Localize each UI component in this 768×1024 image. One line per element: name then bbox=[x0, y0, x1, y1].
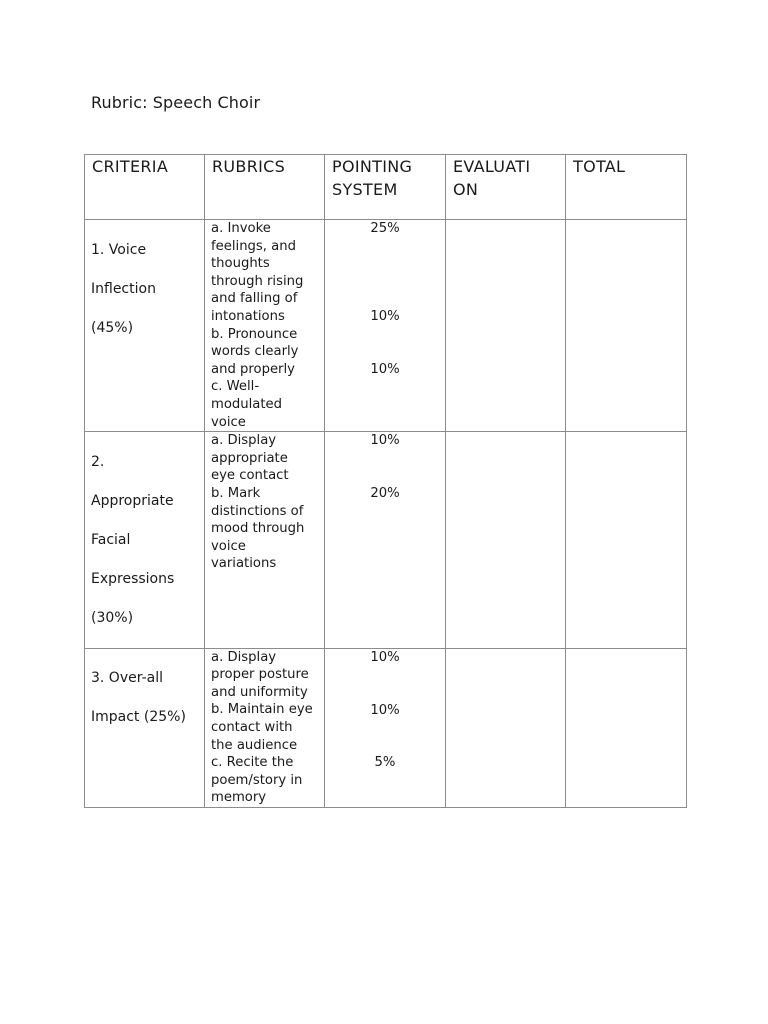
table-row bbox=[85, 220, 687, 432]
rubric-table bbox=[84, 154, 687, 808]
rubric-line: and falling of bbox=[211, 291, 298, 307]
rubric-line: variations bbox=[211, 556, 277, 572]
rubric-cell bbox=[205, 432, 325, 649]
header-evaluation-line-2: ON bbox=[453, 180, 479, 199]
header-pointing-line-1: POINTING bbox=[332, 157, 413, 176]
rubric-line: and uniformity bbox=[211, 684, 308, 700]
rubric-line: a. Display bbox=[211, 649, 277, 665]
rubric-line: voice bbox=[211, 538, 246, 554]
rubric-line: c. Recite the bbox=[211, 755, 294, 771]
points-cell bbox=[325, 432, 446, 649]
table-row bbox=[85, 648, 687, 807]
rubric-line: voice bbox=[211, 414, 246, 430]
rubric-line: distinctions of bbox=[211, 503, 304, 519]
criteria-line: Expressions bbox=[91, 570, 175, 587]
rubric-line: proper posture bbox=[211, 667, 309, 683]
points-cell bbox=[325, 220, 446, 432]
rubric-cell bbox=[205, 648, 325, 807]
criteria-line: Impact (25%) bbox=[91, 709, 186, 726]
rubric-line: poem/story in bbox=[211, 772, 303, 788]
header-evaluation-line-1: EVALUATI bbox=[453, 157, 531, 176]
header-pointing-system bbox=[325, 155, 446, 220]
criteria-cell bbox=[85, 220, 205, 432]
criteria-line: 2. bbox=[91, 453, 105, 470]
rubric-line: thoughts bbox=[211, 256, 270, 272]
total-cell[interactable] bbox=[566, 648, 687, 807]
rubric-line: intonations bbox=[211, 308, 285, 324]
criteria-line: 3. Over-all bbox=[91, 670, 163, 687]
rubric-line: eye contact bbox=[211, 468, 289, 484]
header-total bbox=[566, 155, 687, 220]
points-cell bbox=[325, 648, 446, 807]
rubric-line: a. Invoke bbox=[211, 221, 271, 236]
rubric-cell bbox=[205, 220, 325, 432]
criteria-line: 1. Voice bbox=[91, 241, 147, 258]
rubric-line: memory bbox=[211, 790, 267, 806]
points-value: 10% bbox=[370, 362, 400, 377]
rubric-line: c. Well- bbox=[211, 379, 260, 395]
rubric-line: and properly bbox=[211, 361, 295, 377]
rubric-line: b. Maintain eye bbox=[211, 702, 313, 718]
table-header-row bbox=[85, 155, 687, 220]
criteria-line: (45%) bbox=[91, 319, 134, 336]
total-cell[interactable] bbox=[566, 432, 687, 649]
header-criteria bbox=[85, 155, 205, 220]
total-cell[interactable] bbox=[566, 220, 687, 432]
header-pointing-line-2: SYSTEM bbox=[332, 180, 398, 199]
header-rubrics-line: RUBRICS bbox=[212, 157, 286, 176]
table-row bbox=[85, 432, 687, 649]
rubric-line: through rising bbox=[211, 273, 304, 289]
evaluation-cell[interactable] bbox=[446, 220, 566, 432]
rubric-line: words clearly bbox=[211, 344, 299, 360]
header-criteria-line: CRITERIA bbox=[92, 157, 169, 176]
criteria-line: (30%) bbox=[91, 609, 134, 626]
rubric-line: the audience bbox=[211, 737, 298, 753]
points-value: 10% bbox=[370, 433, 400, 449]
header-rubrics bbox=[205, 155, 325, 220]
points-value: 10% bbox=[370, 702, 400, 718]
header-evaluation bbox=[446, 155, 566, 220]
points-value: 25% bbox=[370, 221, 400, 236]
points-value: 10% bbox=[370, 649, 400, 665]
document-title: Rubric: Speech Choir bbox=[91, 93, 261, 112]
criteria-cell bbox=[85, 648, 205, 807]
header-total-line: TOTAL bbox=[573, 157, 626, 176]
evaluation-cell[interactable] bbox=[446, 432, 566, 649]
points-value: 10% bbox=[370, 309, 400, 324]
rubric-line: mood through bbox=[211, 521, 305, 537]
rubric-line: appropriate bbox=[211, 450, 288, 466]
points-value: 20% bbox=[370, 486, 400, 502]
rubric-line: modulated bbox=[211, 396, 283, 412]
points-value: 5% bbox=[374, 754, 396, 770]
rubric-line: b. Mark bbox=[211, 485, 261, 501]
rubric-line: b. Pronounce bbox=[211, 326, 298, 342]
criteria-line: Inflection bbox=[91, 280, 156, 297]
evaluation-cell[interactable] bbox=[446, 648, 566, 807]
rubric-line: a. Display bbox=[211, 433, 277, 449]
criteria-cell bbox=[85, 432, 205, 649]
rubric-line: feelings, and bbox=[211, 238, 296, 254]
criteria-line: Facial bbox=[91, 531, 131, 548]
criteria-line: Appropriate bbox=[91, 492, 174, 509]
rubric-line: contact with bbox=[211, 720, 293, 735]
